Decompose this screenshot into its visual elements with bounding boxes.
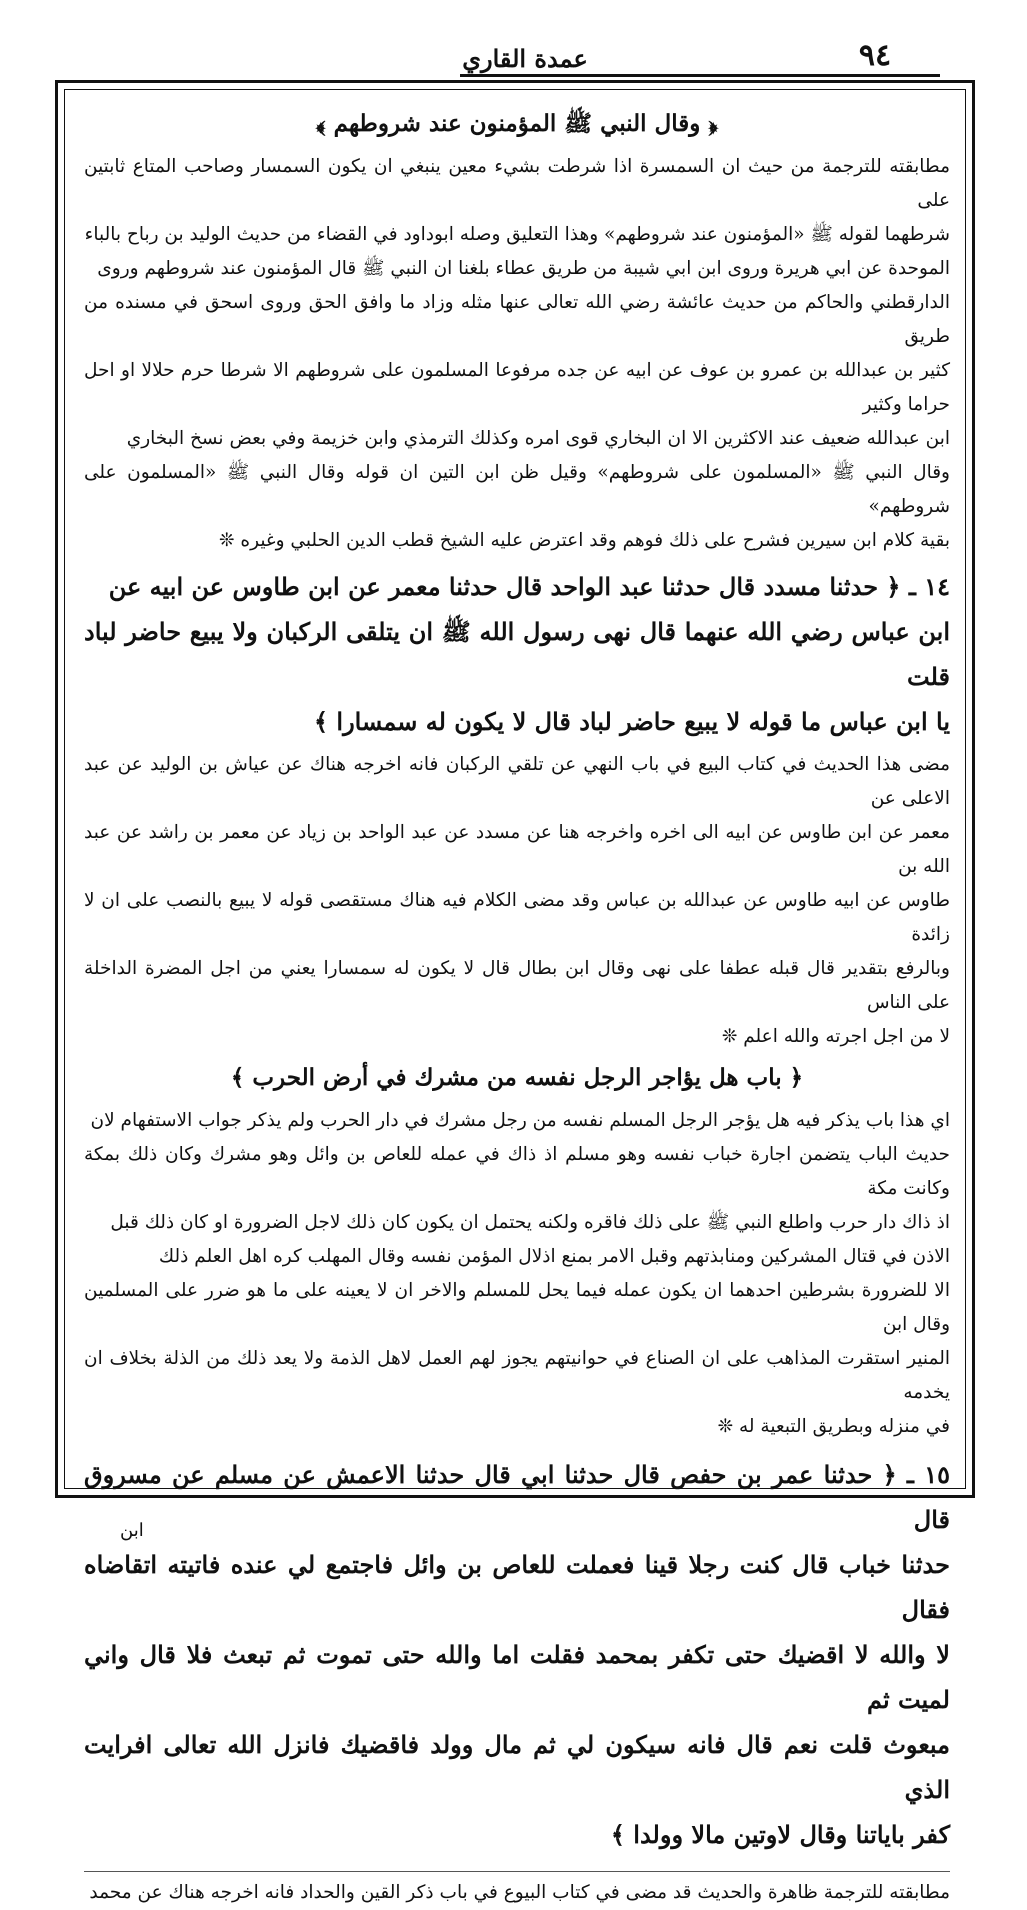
text-line: وقال النبي ﷺ «المسلمون على شروطهم» وقيل ظن ابن التين ان قوله وقال النبي ﷺ «المسلمون على شروطهم» — [84, 462, 950, 517]
hadith-line: حدثنا خباب قال كنت رجلا قينا فعملت للعاص بن وائل فاجتمع لي عنده فاتيته اتقاضاه فقال — [84, 1550, 950, 1624]
text-line: اي هذا باب يذكر فيه هل يؤجر الرجل المسلم نفسه من رجل مشرك في دار الحرب ولم يذكر جواب الاستفهام لان — [90, 1110, 950, 1131]
hadith-line: لا والله لا اقضيك حتى تكفر بمحمد فقلت اما والله حتى تموت ثم تبعث فلا قال واني لميت ثم — [84, 1640, 950, 1714]
text-line: الموحدة عن ابي هريرة وروى ابن ابي شيبة من طريق عطاء بلغنا ان النبي ﷺ قال المؤمنون عند شروطهم وروى — [97, 258, 950, 279]
hadith-15 — [84, 1452, 950, 1857]
text-line: في منزله وبطريق التبعية له ❊ — [717, 1416, 950, 1437]
text-line: بقية كلام ابن سيرين فشرح على ذلك فوهم وقد اعترض عليه الشيخ قطب الدين الحلبي وغيره ❊ — [219, 530, 950, 551]
text-line: وبالرفع بتقدير قال قبله عطفا على نهى وقال ابن بطال قال لا يكون له سمسارا يعني من اجل المضرة الداخلة على الناس — [84, 958, 950, 1013]
text-line: الدارقطني والحاكم من حديث عائشة رضي الله تعالى عنها مثله وزاد ما وافق الحق وروى اسحق في مسنده من طريق — [84, 292, 950, 347]
catchword: ابن — [120, 1520, 144, 1541]
page-number: ٩٤ — [858, 38, 892, 73]
text-line: لا من اجل اجرته والله اعلم ❊ — [721, 1026, 950, 1047]
text-line: مضى هذا الحديث في كتاب البيع في باب النهي عن تلقي الركبان فانه اخرجه هناك عن عياش بن الوليد عن عبد الاعلى عن — [84, 754, 950, 809]
commentary-4 — [84, 1871, 950, 1910]
hadith-14 — [84, 564, 950, 744]
text-line: مطابقته للترجمة ظاهرة والحديث قد مضى في كتاب البيوع في باب ذكر القين والحداد فانه اخرجه هناك عن محمد — [89, 1882, 950, 1903]
text-line: اذ ذاك دار حرب واطلع النبي ﷺ على ذلك فاقره ولكنه يحتمل ان يكون كان ذلك لاجل الضرورة او كان ذلك قبل — [110, 1212, 950, 1233]
hadith-line: ابن عباس رضي الله عنهما قال نهى رسول الله ﷺ ان يتلقى الركبان ولا يبيع حاضر لباد قلت — [84, 617, 950, 691]
text-line: الاذن في قتال المشركين ومنابذتهم وقبل الامر بمنع اذلال المؤمن نفسه وقال المهلب كره اهل العلم ذلك — [158, 1246, 950, 1267]
section-heading-1: ﴿ وقال النبي ﷺ المؤمنون عند شروطهم ﴾ — [316, 110, 718, 137]
page-content — [84, 100, 950, 1910]
commentary-2 — [84, 748, 950, 1054]
section-heading-2: ﴿ باب هل يؤاجر الرجل نفسه من مشرك في أرض الحرب ﴾ — [230, 1064, 804, 1091]
header-rule — [460, 74, 940, 77]
commentary-3 — [84, 1104, 950, 1444]
text-line: شرطهما لقوله ﷺ «المؤمنون عند شروطهم» وهذا التعليق وصله ابوداود في القضاء من حديث الوليد بن رباح بالباء — [84, 224, 950, 245]
running-title: عمدة القاري — [462, 44, 588, 73]
hadith-line: ١٤ ـ ﴿ حدثنا مسدد قال حدثنا عبد الواحد قال حدثنا معمر عن ابن طاوس عن ابيه عن — [108, 572, 950, 601]
text-line: كثير بن عبدالله بن عمرو بن عوف عن ابيه عن جده مرفوعا المسلمون على شروطهم الا شرطا حرم حلالا او احل حراما وكثير — [84, 360, 950, 415]
commentary-1 — [84, 150, 950, 558]
text-line: ابن عبدالله ضعيف عند الاكثرين الا ان البخاري قوى امره وكذلك الترمذي وابن خزيمة وفي بعض نسخ البخاري — [126, 428, 950, 449]
text-line: مطابقته للترجمة من حيث ان السمسرة اذا شرطت بشيء معين ينبغي ان يكون السمسار وصاحب المتاع ثابتين على — [84, 156, 950, 211]
text-line: معمر عن ابن طاوس عن ابيه الى اخره واخرجه هنا عن مسدد عن عبد الواحد بن زياد عن معمر بن راشد عن عبد الله بن — [84, 822, 950, 877]
text-line: طاوس عن ابيه طاوس عن عبدالله بن عباس وقد مضى الكلام فيه هناك مستقصى قوله لا يبيع بالنصب على ان لا زائدة — [84, 890, 950, 945]
text-line: الا للضرورة بشرطين احدهما ان يكون عمله فيما يحل للمسلم والاخر ان لا يعينه على ما هو ضرر على المسلمين وقال ابن — [84, 1280, 950, 1335]
text-line: المنير استقرت المذاهب على ان الصناع في حوانيتهم يجوز لهم العمل لاهل الذمة ولا يعد ذلك من الذلة بخلاف ان يخدمه — [84, 1348, 950, 1403]
hadith-line: كفر باياتنا وقال لاوتين مالا وولدا ﴾ — [610, 1820, 950, 1849]
hadith-line: مبعوث قلت نعم قال فانه سيكون لي ثم مال وولد فاقضيك فانزل الله تعالى افرايت الذي — [84, 1730, 950, 1804]
text-line: حديث الباب يتضمن اجارة خباب نفسه وهو مسلم اذ ذاك في عمله للعاص بن وائل وهو مشرك وكان ذلك بمكة وكانت مكة — [84, 1144, 950, 1199]
hadith-line: يا ابن عباس ما قوله لا يبيع حاضر لباد قال لا يكون له سمسارا ﴾ — [314, 707, 950, 736]
page-header — [60, 40, 960, 76]
hadith-line: ١٥ ـ ﴿ حدثنا عمر بن حفص قال حدثنا ابي قال حدثنا الاعمش عن مسلم عن مسروق قال — [84, 1460, 950, 1534]
